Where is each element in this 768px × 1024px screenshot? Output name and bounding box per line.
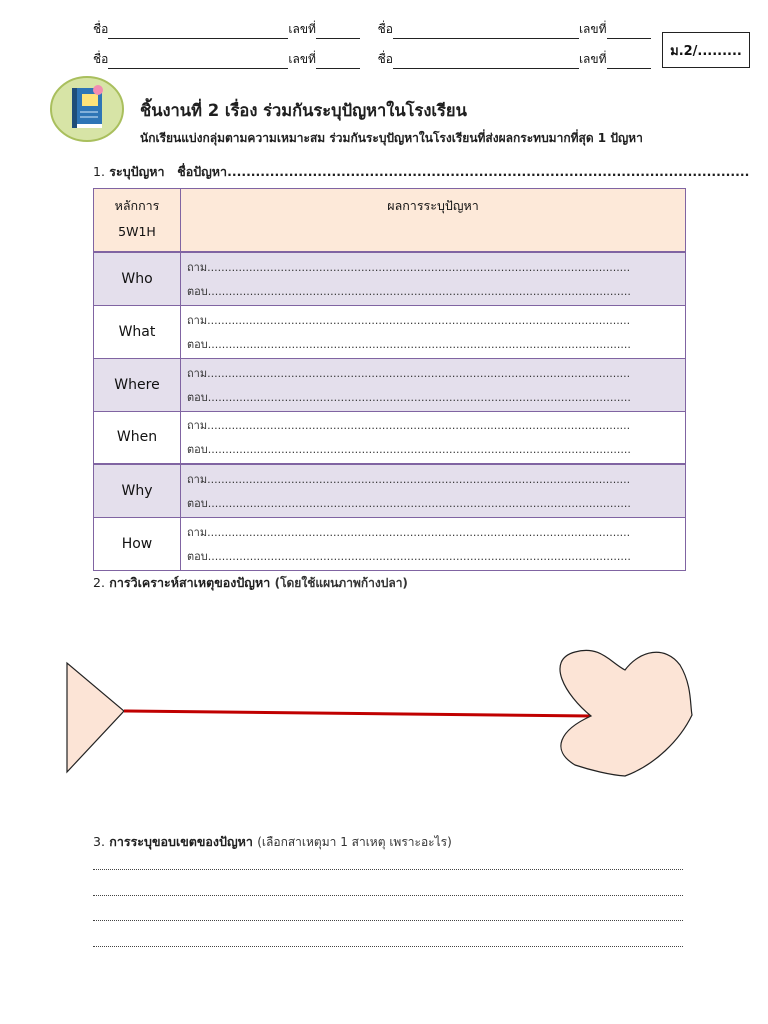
table-row: [94, 464, 686, 517]
notebook-icon: [50, 76, 124, 142]
number-field-2[interactable]: [607, 26, 651, 39]
row-label-where: Where: [94, 358, 181, 411]
answer-field-who[interactable]: ตอบ.........................................................................................................................: [187, 284, 631, 298]
table-row: [94, 358, 686, 411]
name-field-3[interactable]: [108, 56, 288, 69]
table-row: [94, 411, 686, 464]
question-field-who[interactable]: ถาม.........................................................................................................................: [187, 260, 631, 274]
answer-field-how[interactable]: ตอบ.........................................................................................................................: [187, 549, 631, 563]
task-title: ชิ้นงานที่ 2 เรื่อง ร่วมกันระบุปัญหาในโรงเรียน: [140, 101, 467, 120]
table-header-principle: หลักการ 5W1H: [94, 189, 181, 253]
row-label-when: When: [94, 411, 181, 464]
name-field-1[interactable]: [108, 26, 288, 39]
name-row-1: ชื่อ เลขที่ ชื่อ เลขที่: [93, 20, 651, 39]
number-field-1[interactable]: [316, 26, 360, 39]
question-field-where[interactable]: ถาม.........................................................................................................................: [187, 366, 631, 380]
table-header-result: ผลการระบุปัญหา: [181, 189, 686, 253]
table-row: [94, 252, 686, 305]
task-subtitle: นักเรียนแบ่งกลุ่มตามความเหมาะสม ร่วมกันระบุปัญหาในโรงเรียนที่ส่งผลกระทบมากที่สุด 1 ปัญหา: [140, 131, 643, 145]
question-field-how[interactable]: ถาม.........................................................................................................................: [187, 525, 631, 539]
answer-line[interactable]: [93, 945, 683, 947]
table-row: [94, 517, 686, 570]
number-field-3[interactable]: [316, 56, 360, 69]
answer-line[interactable]: [93, 868, 683, 870]
row-label-what: What: [94, 305, 181, 358]
fishbone-spine: [124, 711, 591, 716]
section-1-heading: 1. ระบุปัญหา ชื่อปัญหา..............................................................................................................: [93, 164, 750, 179]
question-field-why[interactable]: ถาม.........................................................................................................................: [187, 472, 631, 486]
answer-field-what[interactable]: ตอบ.........................................................................................................................: [187, 337, 631, 351]
answer-field-when[interactable]: ตอบ.........................................................................................................................: [187, 443, 631, 457]
fishbone-tail-shape: [67, 663, 124, 772]
name-field-2[interactable]: [393, 26, 579, 39]
answer-field-why[interactable]: ตอบ.........................................................................................................................: [187, 496, 631, 510]
answer-line[interactable]: [93, 919, 683, 921]
5w1h-table: [93, 188, 686, 571]
row-label-why: Why: [94, 464, 181, 517]
number-field-4[interactable]: [607, 56, 651, 69]
fishbone-head-shape: [560, 650, 692, 776]
answer-field-where[interactable]: ตอบ.........................................................................................................................: [187, 390, 631, 404]
name-row-2: ชื่อ เลขที่ ชื่อ เลขที่: [93, 50, 651, 69]
question-field-when[interactable]: ถาม.........................................................................................................................: [187, 419, 631, 433]
section-3-heading: 3. การระบุขอบเขตของปัญหา (เลือกสาเหตุมา 1 สาเหตุ เพราะอะไร): [93, 834, 452, 849]
row-label-who: Who: [94, 252, 181, 305]
problem-name-field[interactable]: ชื่อปัญหา..............................................................................................................: [177, 164, 750, 179]
section-2-heading: 2. การวิเคราะห์สาเหตุของปัญหา (โดยใช้แผนภาพก้างปลา): [93, 575, 408, 590]
row-label-how: How: [94, 517, 181, 570]
table-row: [94, 305, 686, 358]
class-box[interactable]: ม.2/.........: [662, 32, 750, 68]
fishbone-diagram[interactable]: [0, 600, 768, 800]
answer-line[interactable]: [93, 894, 683, 896]
question-field-what[interactable]: ถาม.........................................................................................................................: [187, 313, 631, 327]
name-field-4[interactable]: [393, 56, 579, 69]
